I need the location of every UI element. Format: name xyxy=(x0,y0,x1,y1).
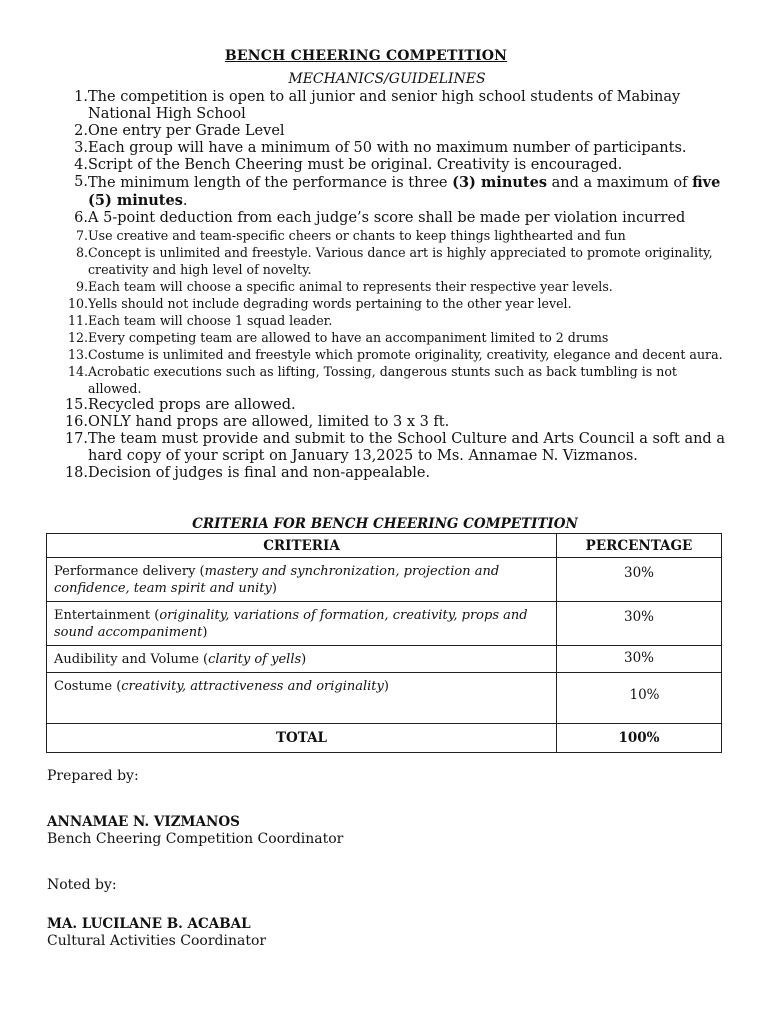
document-subtitle: MECHANICS/GUIDELINES xyxy=(288,71,486,87)
percentage-cell: 30% xyxy=(557,646,722,673)
rule-text: ONLY hand props are allowed, limited to 3 x 3 ft. xyxy=(88,414,450,430)
criteria-cell: Audibility and Volume (clarity of yells) xyxy=(47,646,557,673)
list-item: 15. Recycled props are allowed. xyxy=(47,397,727,414)
percentage-cell: 30% xyxy=(557,558,722,602)
criteria-header: CRITERIA xyxy=(47,534,557,558)
list-item: 7. Use creative and team-specific cheers or chants to keep things lighthearted and fun xyxy=(47,227,727,244)
list-item: 12. Every competing team are allowed to have an accompaniment limited to 2 drums xyxy=(47,329,727,346)
table-row xyxy=(47,646,722,673)
noted-by-role: Cultural Activities Coordinator xyxy=(47,933,267,949)
percentage-header: PERCENTAGE xyxy=(557,534,722,558)
list-item: 17. The team must provide and submit to the School Culture and Arts Council a soft and a hard copy of your script on January 13,2025 to Ms. Annamae N. Vizmanos. xyxy=(47,431,727,465)
noted-by-label: Noted by: xyxy=(47,877,117,893)
noted-by-name: MA. LUCILANE B. ACABAL xyxy=(47,916,251,932)
list-item: 6. A 5-point deduction from each judge’s score shall be made per violation incurred xyxy=(47,210,727,227)
list-item: 18. Decision of judges is final and non-appealable. xyxy=(47,465,727,482)
rule-text: Concept is unlimited and freestyle. Various dance art is highly appreciated to promote originality, creativity and high level of novelty. xyxy=(88,245,713,277)
rule-text: Decision of judges is final and non-appealable. xyxy=(88,465,431,481)
rule-text: Each team will choose 1 squad leader. xyxy=(88,313,333,328)
table-row xyxy=(47,558,722,602)
rule-text: The minimum length of the performance is three (3) minutes and a maximum of five (5) minutes. xyxy=(88,174,721,209)
percentage-cell: 10% xyxy=(557,673,722,724)
rule-text: Use creative and team-specific cheers or chants to keep things lighthearted and fun xyxy=(88,228,626,243)
criteria-cell: Costume (creativity, attractiveness and originality) xyxy=(47,673,557,724)
list-item: 1. The competition is open to all junior and senior high school students of Mabinay National High School xyxy=(47,89,727,123)
rule-text: The competition is open to all junior and senior high school students of Mabinay National High School xyxy=(88,89,681,122)
list-item: 9. Each team will choose a specific animal to represents their respective year levels. xyxy=(47,278,727,295)
total-percentage: 100% xyxy=(557,724,722,753)
prepared-by-label: Prepared by: xyxy=(47,768,139,784)
table-row xyxy=(47,673,722,724)
list-item: 16. ONLY hand props are allowed, limited to 3 x 3 ft. xyxy=(47,414,727,431)
list-item: 4. Script of the Bench Cheering must be original. Creativity is encouraged. xyxy=(47,157,727,174)
rule-text: The team must provide and submit to the School Culture and Arts Council a soft and a hard copy of your script on January 13,2025 to Ms. Annamae N. Vizmanos. xyxy=(88,431,725,464)
rule-text: Costume is unlimited and freestyle which promote originality, creativity, elegance and decent aura. xyxy=(88,347,723,362)
list-item: 2. One entry per Grade Level xyxy=(47,123,727,140)
total-label: TOTAL xyxy=(47,724,557,753)
rule-text: One entry per Grade Level xyxy=(88,123,285,139)
list-item: 10. Yells should not include degrading words pertaining to the other year level. xyxy=(47,295,727,312)
list-item: 3. Each group will have a minimum of 50 with no maximum number of participants. xyxy=(47,140,727,157)
document-title: BENCH CHEERING COMPETITION xyxy=(224,48,508,64)
criteria-table xyxy=(46,533,722,753)
list-item: 13. Costume is unlimited and freestyle which promote originality, creativity, elegance and decent aura. xyxy=(47,346,727,363)
table-header-row xyxy=(47,534,722,558)
rule-text: Each team will choose a specific animal to represents their respective year levels. xyxy=(88,279,613,294)
total-row xyxy=(47,724,722,753)
prepared-by-name: ANNAMAE N. VIZMANOS xyxy=(47,814,240,830)
criteria-cell: Entertainment (originality, variations of formation, creativity, props and sound accompaniment) xyxy=(47,602,557,646)
rule-text: Script of the Bench Cheering must be original. Creativity is encouraged. xyxy=(88,157,623,173)
rule-text: Yells should not include degrading words pertaining to the other year level. xyxy=(88,296,572,311)
table-row xyxy=(47,602,722,646)
criteria-cell: Performance delivery (mastery and synchronization, projection and confidence, team spirit and unity) xyxy=(47,558,557,602)
list-item: 5. The minimum length of the performance is three (3) minutes and a maximum of five (5) minutes. xyxy=(47,174,727,210)
list-item: 11. Each team will choose 1 squad leader. xyxy=(47,312,727,329)
list-item: 14. Acrobatic executions such as lifting, Tossing, dangerous stunts such as back tumbling is not allowed. xyxy=(47,363,727,397)
table-caption: CRITERIA FOR BENCH CHEERING COMPETITION xyxy=(192,516,578,532)
prepared-by-role: Bench Cheering Competition Coordinator xyxy=(47,831,344,847)
rule-text: Every competing team are allowed to have an accompaniment limited to 2 drums xyxy=(88,330,609,345)
rule-text: Each group will have a minimum of 50 with no maximum number of participants. xyxy=(88,140,687,156)
list-item: 8. Concept is unlimited and freestyle. Various dance art is highly appreciated to promote originality, creativity and high level of novelty. xyxy=(47,244,727,278)
guidelines-list xyxy=(47,89,727,482)
percentage-cell: 30% xyxy=(557,602,722,646)
rule-text: Acrobatic executions such as lifting, Tossing, dangerous stunts such as back tumbling is not allowed. xyxy=(88,364,677,396)
rule-text: A 5-point deduction from each judge’s score shall be made per violation incurred xyxy=(88,210,686,226)
rule-text: Recycled props are allowed. xyxy=(88,397,296,413)
